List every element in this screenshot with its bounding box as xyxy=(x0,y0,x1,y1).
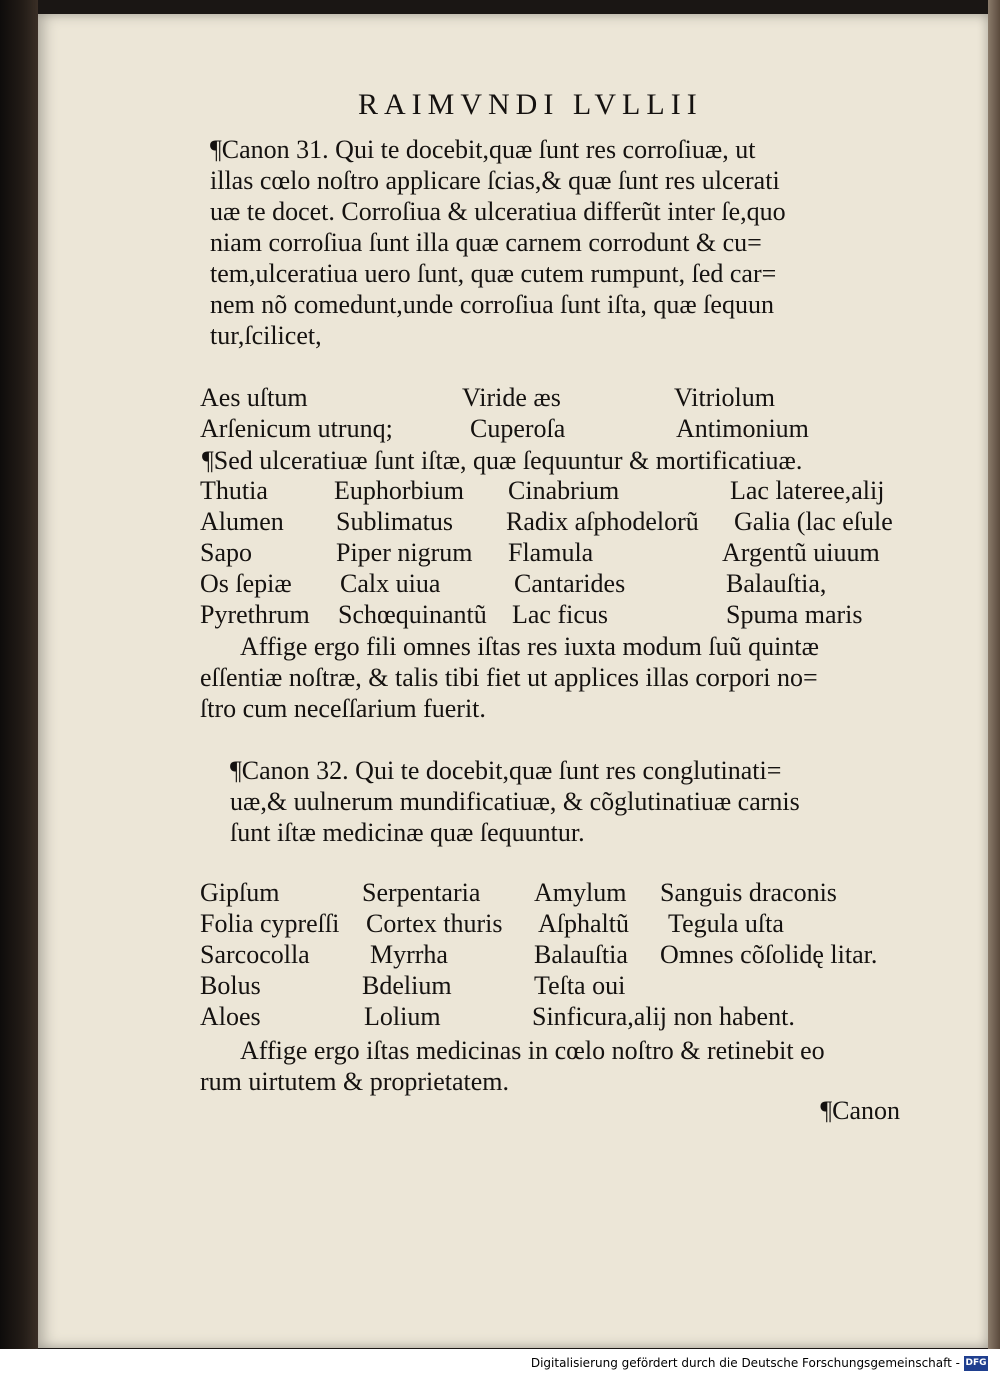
table-cell: Vitriolum xyxy=(674,383,775,412)
table-cell: Alumen xyxy=(200,507,284,536)
text-line: ſtro cum neceſſarium fuerit. xyxy=(200,694,486,723)
table-cell: Sapo xyxy=(200,538,252,567)
table-cell: Thutia xyxy=(200,476,268,505)
table-cell: Argentũ uiuum xyxy=(722,538,880,567)
table-cell: Radix aſphodelorũ xyxy=(506,507,699,536)
table-cell: Spuma maris xyxy=(726,600,863,629)
conglutinative-close xyxy=(200,1035,920,1097)
ulcerative-close xyxy=(200,631,920,724)
table-cell: Pyrethrum xyxy=(200,600,310,629)
table-cell: Teſta oui xyxy=(534,971,626,1000)
table-cell: Bdelium xyxy=(362,971,452,1000)
text-line: eſſentiæ noſtræ, & talis tibi fiet ut applices illas corpori no= xyxy=(200,663,818,692)
table-cell: Schœquinantũ xyxy=(338,600,487,629)
table-cell: Euphorbium xyxy=(334,476,464,505)
table-cell: Cantarides xyxy=(514,569,626,598)
book-spine-shadow xyxy=(0,0,38,1360)
canon32-line: ¶Canon 32. Qui te docebit,quæ ſunt res conglutinati= xyxy=(230,756,782,785)
digitization-credit: Digitalisierung gefördert durch die Deutsche Forschungsgemeinschaft - xyxy=(530,1356,960,1370)
canon32-line: uæ,& uulnerum mundificatiuæ, & cõglutinatiuæ carnis xyxy=(230,787,800,816)
running-head: RAIMVNDI LVLLII xyxy=(358,88,703,121)
canon31-paragraph xyxy=(210,134,890,351)
table-cell: Calx uiua xyxy=(340,569,441,598)
table-cell: Sanguis draconis xyxy=(660,878,837,907)
table-cell: Aes uſtum xyxy=(200,383,308,412)
table-cell: Aſphaltũ xyxy=(538,909,629,938)
canon31-line: uæ te docet. Corroſiua & ulceratiua differũt inter ſe,quo xyxy=(210,197,786,226)
text-line: Affige ergo iſtas medicinas in cœlo noſtro & retinebit eo xyxy=(240,1036,825,1065)
page-edge xyxy=(988,0,1000,1360)
table-cell: Sublimatus xyxy=(336,507,454,536)
dfg-logo: DFG xyxy=(964,1356,988,1371)
table-cell: Cuperoſa xyxy=(470,414,566,443)
table-cell: Amylum xyxy=(534,878,627,907)
canon31-line: tem,ulceratiua uero ſunt, quæ cutem rumpunt, ſed car= xyxy=(210,259,777,288)
table-cell: Antimonium xyxy=(676,414,809,443)
canon31-line: tur,ſcilicet, xyxy=(210,321,322,350)
text-line: rum uirtutem & proprietatem. xyxy=(200,1067,510,1096)
canon32-paragraph xyxy=(230,755,910,848)
catchword: ¶Canon xyxy=(820,1096,900,1125)
table-cell: Balauſtia xyxy=(534,940,628,969)
text-line: Affige ergo fili omnes iſtas res iuxta modum ſuũ quintæ xyxy=(240,632,819,661)
table-cell: Piper nigrum xyxy=(336,538,473,567)
ulcerative-intro: ¶Sed ulceratiuæ ſunt iſtæ, quæ ſequuntur & mortificatiuæ. xyxy=(202,446,803,475)
table-cell: Sarcocolla xyxy=(200,940,310,969)
canon31-line: nem nõ comedunt,unde corroſiua ſunt iſta, quæ ſequun xyxy=(210,290,774,319)
table-cell: Bolus xyxy=(200,971,261,1000)
footer-bar xyxy=(0,1349,1000,1377)
canon31-line: illas cœlo noſtro applicare ſcias,& quæ ſunt res ulcerati xyxy=(210,166,780,195)
canon31-line: ¶Canon 31. Qui te docebit,quæ ſunt res corroſiuæ, ut xyxy=(210,135,756,164)
table-cell: Gipſum xyxy=(200,878,280,907)
table-cell: Tegula uſta xyxy=(668,909,784,938)
table-cell: Aloes xyxy=(200,1002,261,1031)
table-cell: Os ſepiæ xyxy=(200,569,292,598)
table-cell: Cinabrium xyxy=(508,476,620,505)
table-cell: Myrrha xyxy=(370,940,448,969)
table-cell: Lolium xyxy=(364,1002,441,1031)
table-cell: Serpentaria xyxy=(362,878,481,907)
canon32-line: ſunt iſtæ medicinæ quæ ſequuntur. xyxy=(230,818,585,847)
table-cell: Viride æs xyxy=(462,383,561,412)
canon31-line: niam corroſiua ſunt illa quæ carnem corrodunt & cu= xyxy=(210,228,762,257)
table-cell: Lac lateree,alij xyxy=(730,476,885,505)
table-cell: Omnes cõſolidę litar. xyxy=(660,940,878,969)
table-cell: Lac ficus xyxy=(512,600,609,629)
table-cell: Balauſtia, xyxy=(726,569,827,598)
table-cell: Cortex thuris xyxy=(366,909,503,938)
table-cell: Folia cypreſſi xyxy=(200,909,340,938)
table-cell: Arſenicum utrunq; xyxy=(200,414,393,443)
table-cell: Flamula xyxy=(508,538,594,567)
table-cell: Sinficura,alij non habent. xyxy=(532,1002,795,1031)
table-cell: Galia (lac eſule xyxy=(734,507,893,536)
